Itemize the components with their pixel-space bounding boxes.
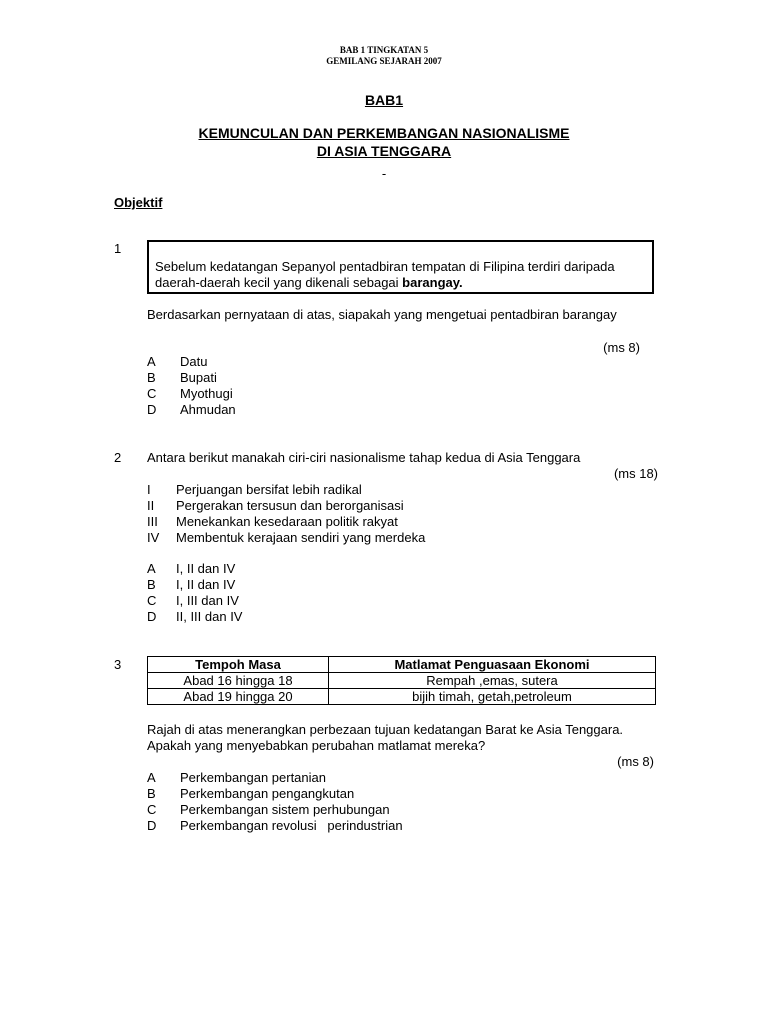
- question-2-text: Antara berikut manakah ciri-ciri nasionalisme tahap kedua di Asia Tenggara: [147, 450, 581, 465]
- q3-option-letter: B: [147, 786, 156, 801]
- q2-option-letter: A: [147, 561, 156, 576]
- table-row: [148, 673, 656, 689]
- table-header-cell: Matlamat Penguasaan Ekonomi: [329, 657, 656, 673]
- q2-option-text: I, II dan IV: [176, 561, 236, 576]
- question-1-stimulus-box: [147, 240, 654, 294]
- q3-option-letter: C: [147, 802, 157, 817]
- q2-option-text: I, III dan IV: [176, 593, 239, 608]
- q3-option-text: Perkembangan pengangkutan: [180, 786, 355, 801]
- q1-option-letter: C: [147, 386, 157, 401]
- q2-option-text: II, III dan IV: [176, 609, 243, 624]
- running-header-line1: BAB 1 TINGKATAN 5: [339, 45, 429, 55]
- q1-option-letter: D: [147, 402, 157, 417]
- stimulus-line2: [155, 275, 463, 290]
- table-cell: Abad 16 hingga 18: [148, 673, 329, 689]
- stimulus-line1: Sebelum kedatangan Sepanyol pentadbiran tempatan di Filipina terdiri daripada: [155, 259, 615, 274]
- q2-option-letter: D: [147, 609, 157, 624]
- stimulus-line2-plain: daerah-daerah kecil yang dikenali sebagai: [155, 275, 403, 290]
- q2-statement-text: Perjuangan bersifat lebih radikal: [176, 482, 362, 497]
- table-row: [148, 689, 656, 705]
- table-cell: bijih timah, getah,petroleum: [329, 689, 656, 705]
- q2-statement-text: Pergerakan tersusun dan berorganisasi: [176, 498, 404, 513]
- title-line1-text: KEMUNCULAN DAN PERKEMBANGAN NASIONALISME: [198, 125, 570, 141]
- q1-option-text: Myothugi: [180, 386, 233, 401]
- question-1-text: Berdasarkan pernyataan di atas, siapakah yang mengetuai pentadbiran barangay: [147, 307, 617, 322]
- q3-option-letter: D: [147, 818, 157, 833]
- question-2-number: 2: [114, 450, 122, 465]
- table-header-row: [148, 657, 656, 673]
- question-3-text-line2: Apakah yang menyebabkan perubahan matlamat mereka?: [147, 738, 486, 753]
- q2-statement-text: Menekankan kesedaraan politik rakyat: [176, 514, 398, 529]
- question-3-number: 3: [114, 657, 122, 672]
- title-dash: -: [381, 166, 387, 181]
- question-1-ref: (ms 8): [603, 340, 640, 355]
- question-1-number: 1: [114, 241, 122, 256]
- q3-option-text: Perkembangan sistem perhubungan: [180, 802, 390, 817]
- q3-option-text: Perkembangan pertanian: [180, 770, 326, 785]
- q1-option-text: Datu: [180, 354, 208, 369]
- q2-option-letter: B: [147, 577, 156, 592]
- q2-option-text: I, II dan IV: [176, 577, 236, 592]
- question-3-ref: (ms 8): [617, 754, 654, 769]
- chapter-title: [0, 92, 768, 108]
- stimulus-keyword: barangay.: [402, 275, 463, 290]
- q1-option-letter: A: [147, 354, 156, 369]
- q2-statement-text: Membentuk kerajaan sendiri yang merdeka: [176, 530, 426, 545]
- title-line1: [0, 125, 768, 141]
- table-cell: Abad 19 hingga 20: [148, 689, 329, 705]
- title-line2-text: DI ASIA TENGGARA: [316, 143, 452, 159]
- table-cell: Rempah ,emas, sutera: [329, 673, 656, 689]
- q3-option-letter: A: [147, 770, 156, 785]
- q3-option-text: Perkembangan revolusi perindustrian: [180, 818, 403, 833]
- q1-option-text: Bupati: [180, 370, 217, 385]
- q1-option-letter: B: [147, 370, 156, 385]
- running-header-line2: GEMILANG SEJARAH 2007: [326, 56, 442, 66]
- q2-statement-roman: II: [147, 498, 155, 513]
- q2-statement-roman: I: [147, 482, 151, 497]
- q1-option-text: Ahmudan: [180, 402, 236, 417]
- question-3-text-line1: Rajah di atas menerangkan perbezaan tujuan kedatangan Barat ke Asia Tenggara.: [147, 722, 624, 737]
- question-2-ref: (ms 18): [613, 466, 658, 481]
- section-heading: Objektif: [114, 195, 163, 210]
- question-3-table: [147, 656, 656, 705]
- q2-statement-roman: IV: [147, 530, 160, 545]
- chapter-title-text: BAB1: [364, 92, 404, 108]
- table-header-cell: Tempoh Masa: [148, 657, 329, 673]
- q2-option-letter: C: [147, 593, 157, 608]
- q2-statement-roman: III: [147, 514, 158, 529]
- title-line2: [0, 143, 768, 159]
